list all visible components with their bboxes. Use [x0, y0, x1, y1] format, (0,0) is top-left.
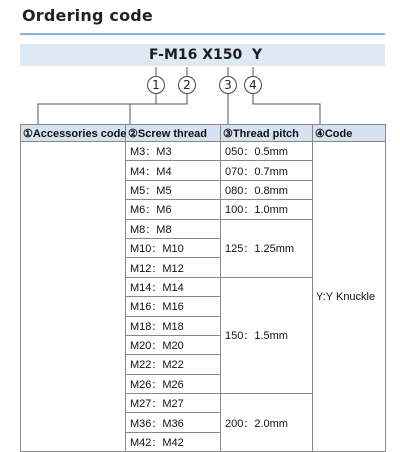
screw-thread-cell: M4：M4 [126, 161, 221, 180]
connector-1 [38, 94, 156, 124]
screw-thread-cell: M16：M16 [126, 297, 221, 316]
marker-1: 1 [147, 76, 165, 94]
thread-pitch-cell: 125：1.25mm [221, 219, 313, 277]
page-title: Ordering code [22, 6, 153, 25]
screw-thread-cell: M14：M14 [126, 277, 221, 296]
header-screw-thread: ②Screw thread [126, 125, 221, 142]
thread-pitch-cell: 100：1.0mm [221, 200, 313, 219]
model-code: F-M16 X150 Y [149, 47, 263, 63]
header-accessories-code: ①Accessories code [21, 125, 126, 142]
thread-pitch-cell: 150：1.5mm [221, 277, 313, 393]
table-header-row [21, 125, 386, 142]
screw-thread-cell: M27：M27 [126, 394, 221, 413]
screw-thread-cell: M20：M20 [126, 335, 221, 354]
accessories-code-cell [21, 142, 126, 452]
header-thread-pitch: ③Thread pitch [221, 125, 313, 142]
connector-2 [130, 94, 187, 124]
screw-thread-cell: M5：M5 [126, 180, 221, 199]
marker-2: 2 [178, 76, 196, 94]
marker-3: 3 [219, 76, 237, 94]
screw-thread-cell: M3：M3 [126, 142, 221, 161]
screw-thread-cell: M10：M10 [126, 238, 221, 257]
screw-thread-cell: M6：M6 [126, 200, 221, 219]
screw-thread-cell: M22：M22 [126, 355, 221, 374]
thread-pitch-cell: 050：0.5mm [221, 142, 313, 161]
table-body [21, 142, 386, 452]
connector-4 [253, 94, 320, 124]
screw-thread-cell: M12：M12 [126, 258, 221, 277]
screw-thread-cell: M36：M36 [126, 413, 221, 432]
code-cell: Y:Y Knuckle [313, 142, 386, 452]
screw-thread-cell: M8：M8 [126, 219, 221, 238]
thread-pitch-cell: 200：2.0mm [221, 394, 313, 452]
thread-pitch-cell: 080：0.8mm [221, 180, 313, 199]
screw-thread-cell: M42：M42 [126, 432, 221, 451]
ordering-code-table [20, 124, 386, 452]
marker-4: 4 [244, 76, 262, 94]
table-row [21, 142, 386, 161]
thread-pitch-cell: 070：0.7mm [221, 161, 313, 180]
screw-thread-cell: M26：M26 [126, 374, 221, 393]
header-code: ④Code [313, 125, 386, 142]
screw-thread-cell: M18：M18 [126, 316, 221, 335]
